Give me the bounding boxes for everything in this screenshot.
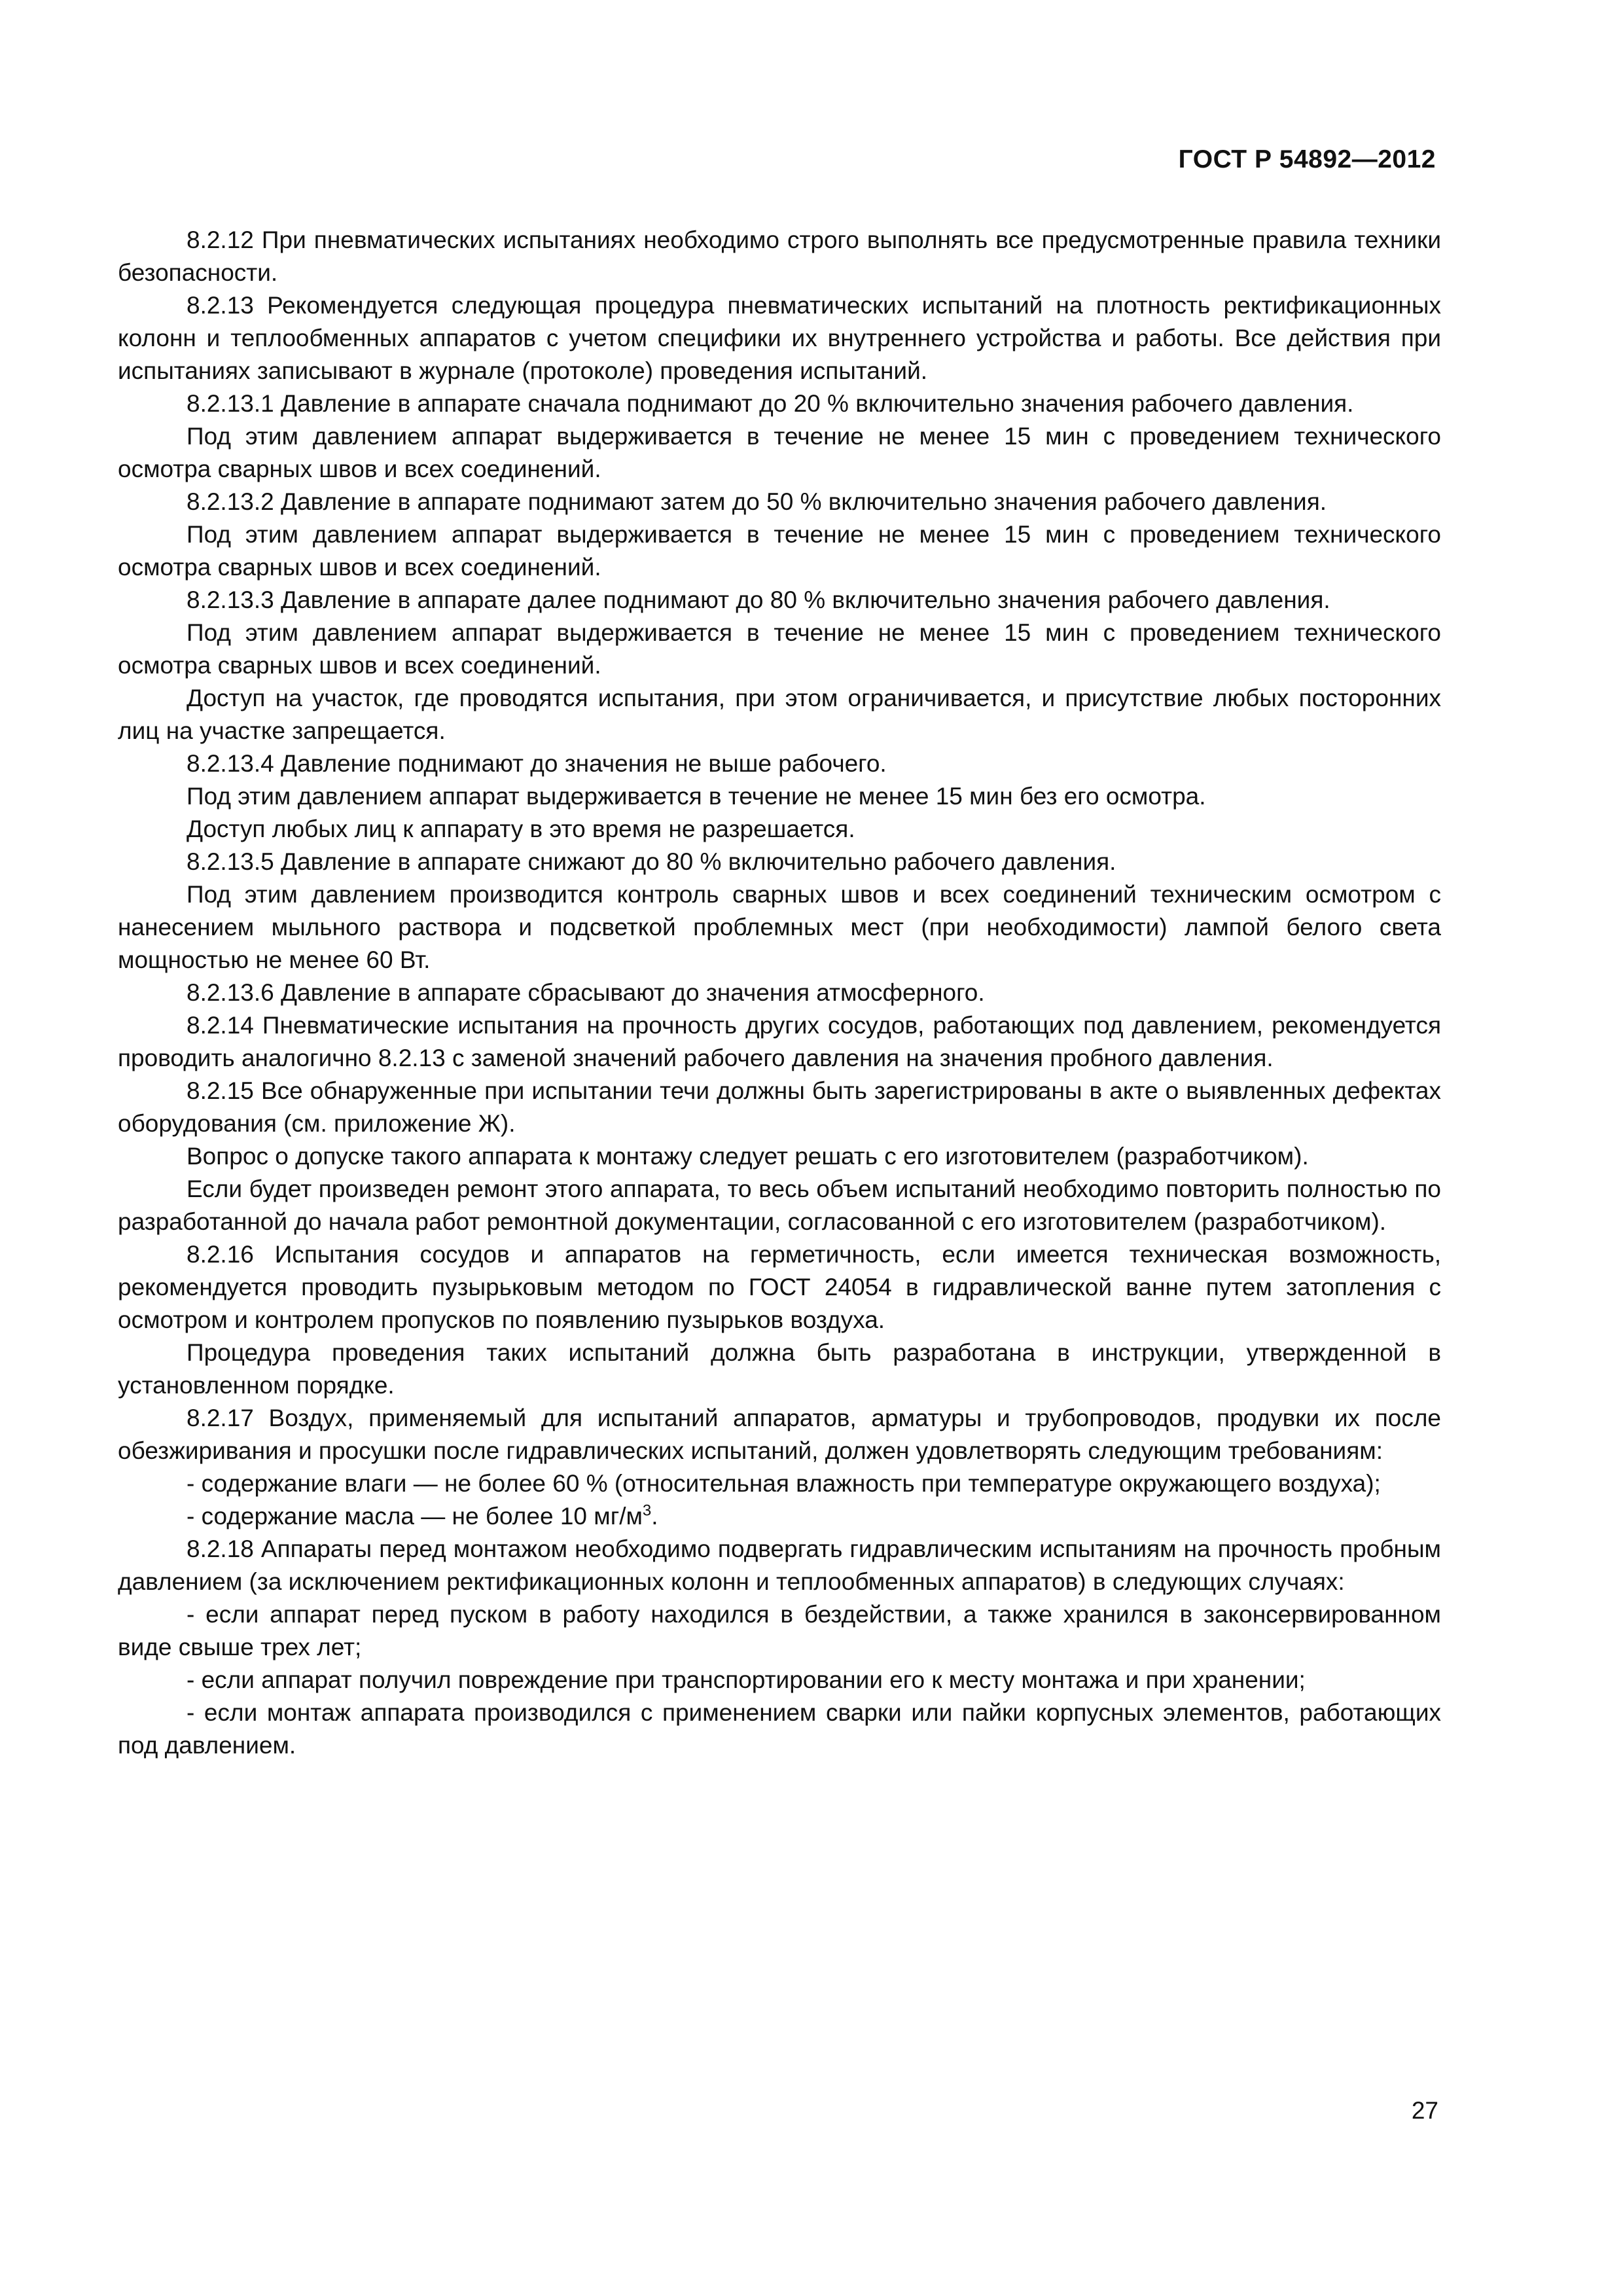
list-item: - содержание влаги — не более 60 % (относительная влажность при температуре окружающего воздуха); (187, 1470, 1381, 1497)
oil-line-text: - содержание масла — не более 10 мг/м (187, 1503, 643, 1530)
superscript: 3 (642, 1501, 652, 1520)
paragraph: Доступ на участок, где проводятся испытания, при этом ограничивается, и присутствие любых посторонних лиц на участке запрещается. (118, 685, 1441, 744)
paragraph: 8.2.13.4 Давление поднимают до значения не выше рабочего. (187, 750, 887, 777)
list-item: - если аппарат получил повреждение при транспортировании его к месту монтажа и при хранении; (187, 1666, 1306, 1693)
paragraph: 8.2.12 При пневматических испытаниях необходимо строго выполнять все предусмотренные правила техники безопасности. (118, 226, 1441, 286)
list-item: - если аппарат перед пуском в работу находился в бездействии, а также хранился в законсервированном виде свыше трех лет; (118, 1601, 1441, 1660)
paragraph: 8.2.13 Рекомендуется следующая процедура пневматических испытаний на плотность ректификационных колонн и теплообменных аппаратов с учетом специфики их внутреннего устройства и работы. Все действия при испытаниях записывают в журнале (протоколе) проведения испытаний. (118, 292, 1441, 384)
paragraph: Процедура проведения таких испытаний должна быть разработана в инструкции, утвержденной в установленном порядке. (118, 1339, 1441, 1399)
paragraph: Доступ любых лиц к аппарату в это время не разрешается. (187, 816, 855, 842)
paragraph: 8.2.18 Аппараты перед монтажом необходимо подвергать гидравлическим испытаниям на прочность пробным давлением (за исключением ректификационных колонн и теплообменных аппаратов) в следующих случаях: (118, 1535, 1441, 1595)
list-item: - если монтаж аппарата производился с применением сварки или пайки корпусных элементов, работающих под давлением. (118, 1699, 1441, 1759)
document-header: ГОСТ Р 54892—2012 (1178, 145, 1436, 173)
paragraph: Под этим давлением производится контроль сварных швов и всех соединений техническим осмотром с нанесением мыльного раствора и подсветкой проблемных мест (при необходимости) лампой белого света мощностью не менее 60 Вт. (118, 881, 1441, 973)
list-item-oil (118, 1500, 1441, 1533)
paragraph: Вопрос о допуске такого аппарата к монтажу следует решать с его изготовителем (разработчиком). (187, 1143, 1309, 1170)
paragraph: Под этим давлением аппарат выдерживается в течение не менее 15 мин без его осмотра. (187, 783, 1206, 810)
paragraph: 8.2.13.1 Давление в аппарате сначала поднимают до 20 % включительно значения рабочего давления. (187, 390, 1354, 417)
paragraph: 8.2.16 Испытания сосудов и аппаратов на герметичность, если имеется техническая возможность, рекомендуется проводить пузырьковым методом по ГОСТ 24054 в гидравлической ванне путем затопления с осмотром и контролем пропусков по появлению пузырьков воздуха. (118, 1241, 1441, 1333)
paragraph: Под этим давлением аппарат выдерживается в течение не менее 15 мин с проведением технического осмотра сварных швов и всех соединений. (118, 423, 1441, 482)
page-number: 27 (1411, 2097, 1438, 2124)
paragraph: 8.2.14 Пневматические испытания на прочность других сосудов, работающих под давлением, рекомендуется проводить аналогично 8.2.13 с заменой значений рабочего давления на значения пробного давления. (118, 1012, 1441, 1071)
paragraph: 8.2.17 Воздух, применяемый для испытаний аппаратов, арматуры и трубопроводов, продувки их после обезжиривания и просушки после гидравлических испытаний, должен удовлетворять следующим требованиям: (118, 1405, 1441, 1464)
oil-line-end: . (651, 1503, 658, 1530)
document-body (118, 224, 1441, 1762)
paragraph: Под этим давлением аппарат выдерживается в течение не менее 15 мин с проведением технического осмотра сварных швов и всех соединений. (118, 619, 1441, 679)
paragraph: Если будет произведен ремонт этого аппарата, то весь объем испытаний необходимо повторить полностью по разработанной до начала работ ремонтной документации, согласованной с его изготовителем (разработчиком). (118, 1175, 1441, 1235)
paragraph: 8.2.13.5 Давление в аппарате снижают до 80 % включительно рабочего давления. (187, 848, 1116, 875)
paragraph: Под этим давлением аппарат выдерживается в течение не менее 15 мин с проведением технического осмотра сварных швов и всех соединений. (118, 521, 1441, 581)
paragraph: 8.2.13.3 Давление в аппарате далее поднимают до 80 % включительно значения рабочего давления. (187, 586, 1330, 613)
paragraph: 8.2.15 Все обнаруженные при испытании течи должны быть зарегистрированы в акте о выявленных дефектах оборудования (см. приложение Ж). (118, 1077, 1441, 1137)
paragraph: 8.2.13.2 Давление в аппарате поднимают затем до 50 % включительно значения рабочего давления. (187, 488, 1327, 515)
paragraph: 8.2.13.6 Давление в аппарате сбрасывают до значения атмосферного. (187, 979, 985, 1006)
